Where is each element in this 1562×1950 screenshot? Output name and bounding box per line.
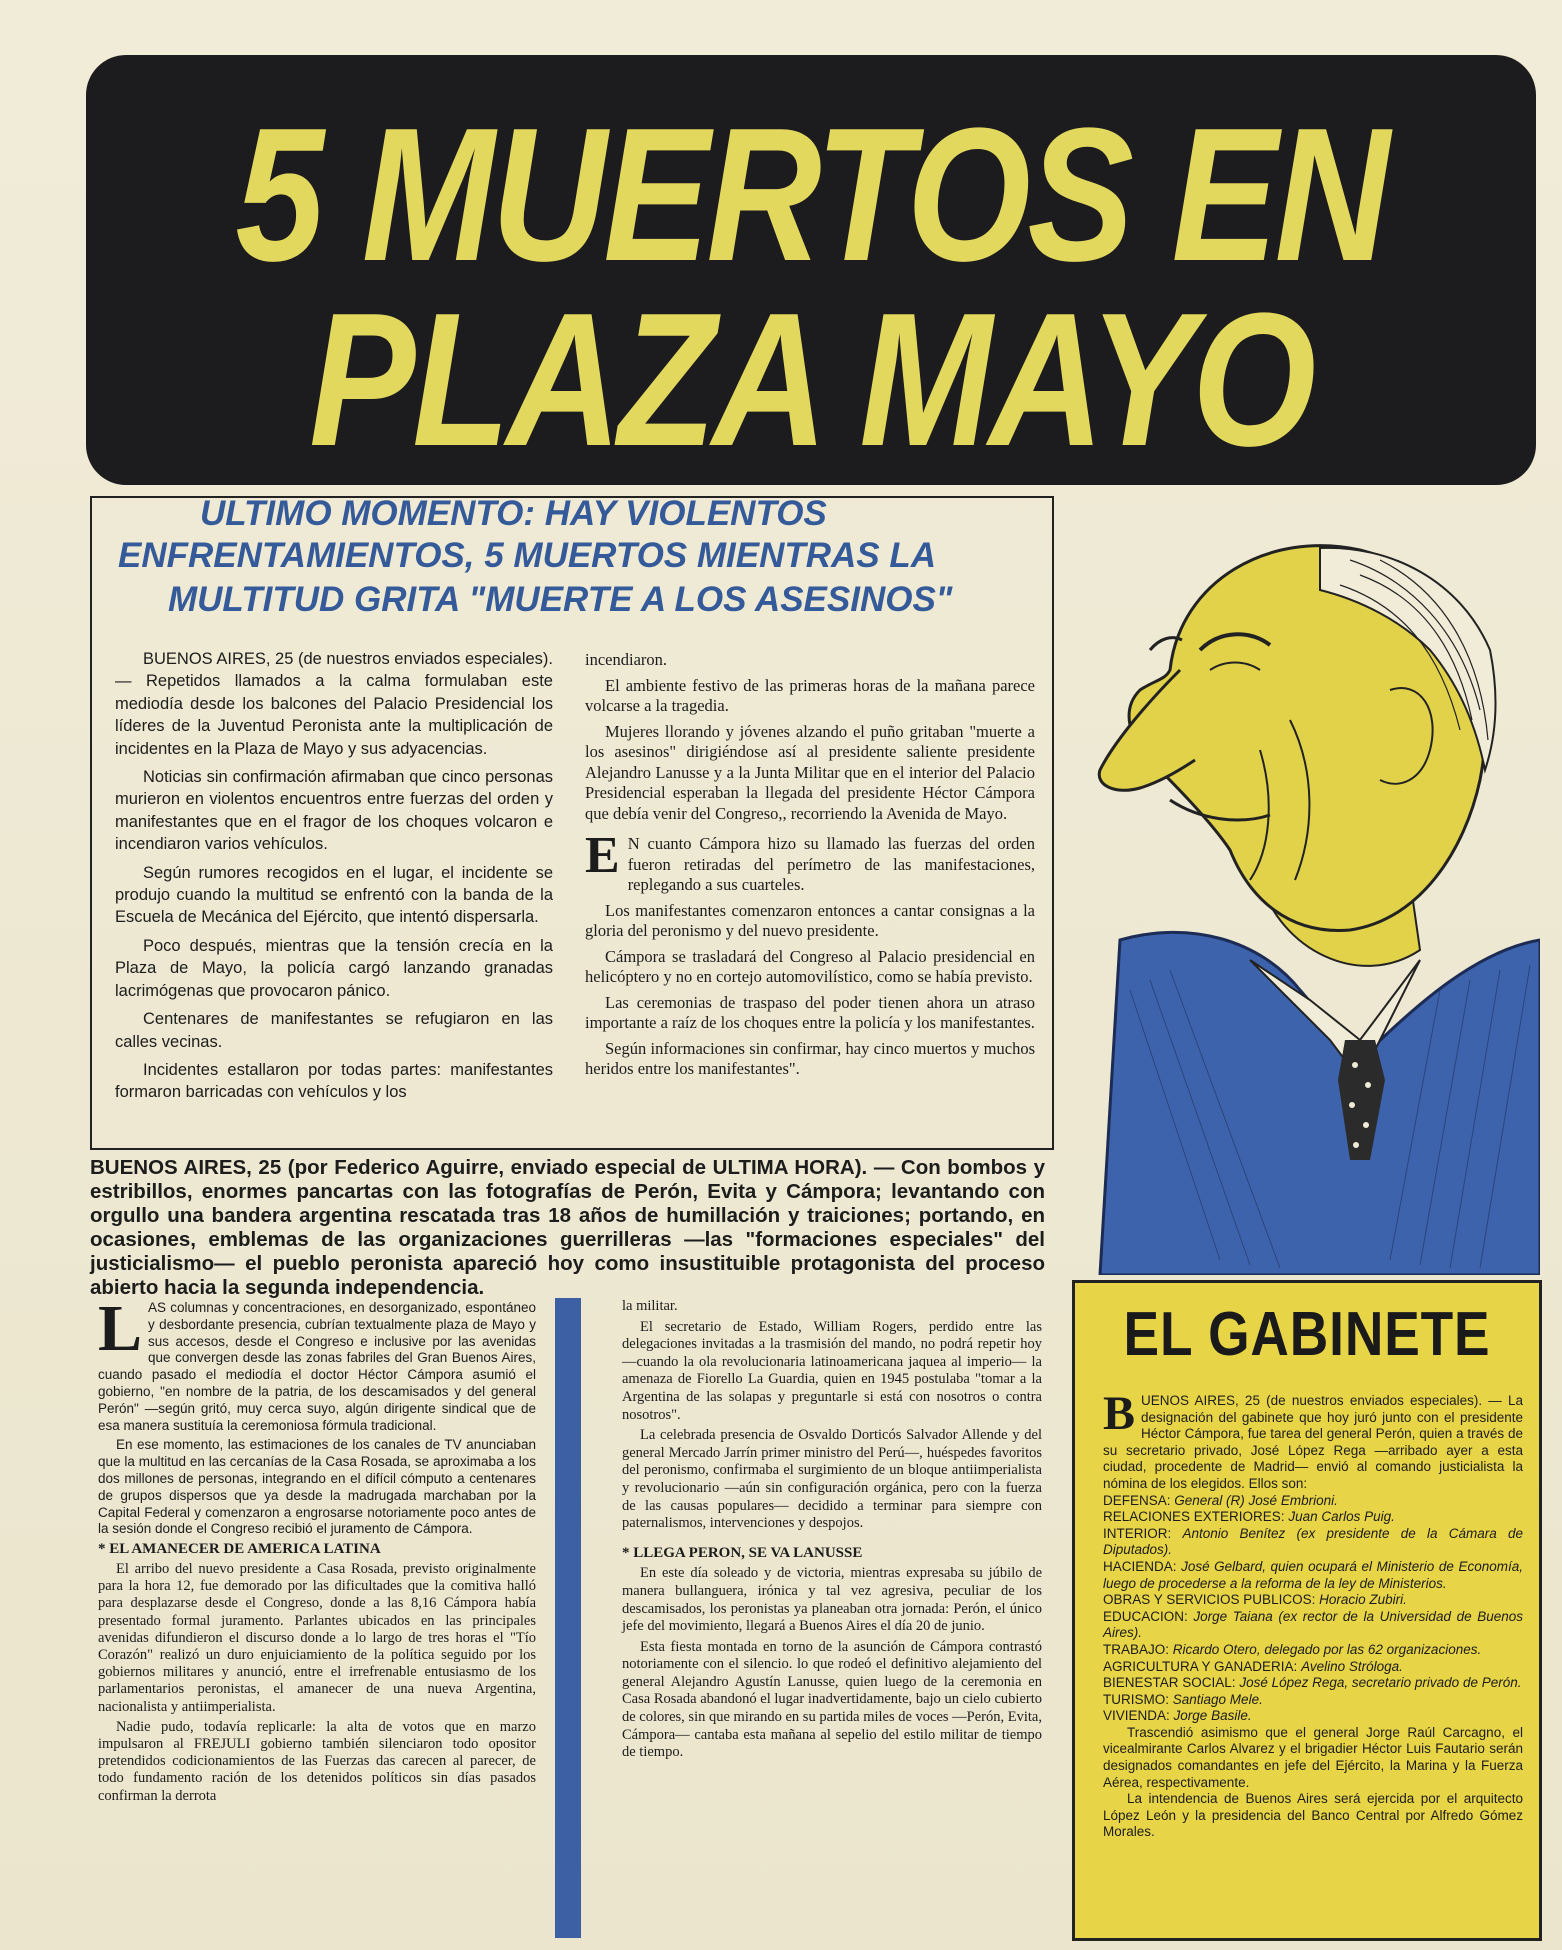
drop-cap: L	[98, 1292, 143, 1365]
paragraph: N cuanto Cámpora hizo su llamado las fuerzas del orden fueron retiradas del perímetro de las manifestaciones, replegando a sus cuarteles.	[627, 834, 1035, 894]
paragraph: Según rumores recogidos en el lugar, el incidente se produjo cuando la multitud se enfrentó con la banda de la Escuela de Mecánica del Ejército, que intentó dispersarla.	[115, 863, 553, 927]
minister-entry: DEFENSA: General (R) José Embrioni.	[1103, 1492, 1338, 1508]
paragraph: Noticias sin confirmación afirmaban que cinco personas murieron en violentos encuentros entre fuerzas del orden y manifestantes que en el fragor de los choques volcaron e incendiaron varios vehículos.	[115, 768, 553, 854]
headline-line-2: PLAZA MAYO	[309, 274, 1313, 485]
gabinete-intro: UENOS AIRES, 25 (de nuestros enviados especiales). — La designación del gabinete que hoy juró junto con el presidente Héctor Cámpora, fue tarea del general Perón, quien a través de su secretario privado, José López Rega —arribado ayer a esta ciudad, procedente de Madrid— envió al comando justicialista la nómina de los elegidos. Ellos son:	[1103, 1393, 1523, 1491]
paragraph: incendiaron.	[585, 650, 668, 669]
headline-banner	[86, 55, 1536, 485]
article-column-right	[622, 1298, 1042, 1765]
subheadline-line-2: ENFRENTAMIENTOS, 5 MUERTOS MIENTRAS LA	[118, 536, 937, 575]
headline-line-1: 5 MUERTOS EN	[235, 89, 1387, 301]
paragraph: Las ceremonias de traspaso del poder tienen ahora un atraso importante a raíz de los choques entre la policía y los manifestantes.	[585, 992, 1035, 1032]
paragraph: AS columnas y concentraciones, en desorganizado, espontáneo y desbordante presencia, cubrían textualmente plaza de Mayo y sus accesos, desde el Congreso e inclusive por las avenidas que convergen desde las zonas fabriles del Gran Buenos Aires, cuando pasado el mediodía el doctor Héctor Cámpora asumió el gobierno, "en nombre de la patria, de los descamisados y del general Perón" —según gritó, muy cerca suyo, algún dirigente sindical que de esa manera sustituía la ceremoniosa fórmula tradicional.	[98, 1300, 536, 1433]
paragraph: La intendencia de Buenos Aires será ejercida por el arquitecto López León y la presidencia del Banco Central por Alfredo Gómez Morales.	[1103, 1791, 1523, 1840]
last-minute-column-2	[585, 650, 1035, 1085]
gabinete-box	[1072, 1280, 1542, 1941]
minister-entry: VIVIENDA: Jorge Basile.	[1103, 1708, 1252, 1724]
drop-cap: B	[1103, 1387, 1136, 1440]
decorative-blue-bar	[555, 1298, 581, 1938]
paragraph: Incidentes estallaron por todas partes: manifestantes formaron barricadas con vehículos y los	[115, 1060, 553, 1102]
paragraph: Esta fiesta montada en torno de la asunción de Cámpora contrastó notoriamente con el silencio. lo que rodeó el definitivo alejamiento del general Alejandro Agustín Lanusse, quien luego de la ceremonia en Casa Rosada abandonó el lugar inadvertidamente, bajo un cielo cubierto de colores, sin que mirando en su partida miles de voces —Perón, Evita, Cámpora— cantaba esta mañana al sepelio del estilo militar de tiempo de tiempo.	[622, 1638, 1042, 1761]
paragraph: El arribo del nuevo presidente a Casa Rosada, previsto originalmente para la hora 12, fue demorado por las dificultades que la comitiva halló para desplazarse desde el Congreso, donde a las 8,16 Cámpora había presentado formal juramento. Parlantes ubicados en las principales avenidas difundieron el discurso donde a lo largo de tres horas el "Tío Corazón" realizó un duro enjuiciamiento de la política seguido por los gobiernos militares y anunció, entre el irrefrenable entusiasmo de los parlamentarios peronistas, el amanecer de una nueva Argentina, nacionalista y antiimperialista.	[98, 1560, 536, 1715]
subheadline-line-1: ULTIMO MOMENTO: HAY VIOLENTOS	[200, 494, 827, 533]
section-subhead: * EL AMANECER DE AMERICA LATINA	[98, 1541, 381, 1558]
paragraph: Trascendió asimismo que el general Jorge Raúl Carcagno, el vicealmirante Carlos Alvarez y el brigadier Héctor Luis Fautario serán designados comandantes en jefe del Ejército, la Marina y la Fuerza Aérea, respectivamente.	[1103, 1724, 1523, 1790]
drop-cap: E	[585, 827, 620, 884]
paragraph: Los manifestantes comenzaron entonces a cantar consignas a la gloria del peronismo y del nuevo presidente.	[585, 900, 1035, 940]
paragraph: Según informaciones sin confirmar, hay cinco muertos y muchos heridos entre los manifestantes".	[585, 1038, 1035, 1078]
minister-entry: BIENESTAR SOCIAL: José López Rega, secretario privado de Perón.	[1103, 1675, 1522, 1691]
paragraph: El ambiente festivo de las primeras horas de la mañana parece volcarse a la tragedia.	[585, 675, 1035, 715]
paragraph: La celebrada presencia de Osvaldo Dorticós Salvador Allende y del general Mercado Jarrín primer ministro del Perú—, huéspedes favoritos del peronismo, confirmaba el surgimiento de un bloque antiimperialista y revolucionario —aún sin configuración orgánica, pero con la fuerza de las causas populares— decidido a terminar para siempre con paternalismos, intervenciones y despojos.	[622, 1427, 1042, 1532]
gabinete-title: EL GABINETE	[1123, 1300, 1491, 1369]
lead-paragraph: BUENOS AIRES, 25 (por Federico Aguirre, enviado especial de ULTIMA HORA). — Con bombos y estribillos, enormes pancartas con las fotografías de Perón, Evita y Cámpora; levantando con orgullo una bandera argentina rescatada tras 18 años de humillación y traiciones; portando, en ocasiones, emblemas de las organizaciones guerrilleras —las "formaciones especiales" del justicialismo— el pueblo peronista apareció hoy como insustituible protagonista del proceso abierto hacia la segunda independencia.	[90, 1156, 1045, 1299]
section-subhead: * LLEGA PERON, SE VA LANUSSE	[622, 1544, 863, 1561]
article-column-left	[98, 1292, 536, 1808]
minister-entry: OBRAS Y SERVICIOS PUBLICOS: Horacio Zubiri.	[1103, 1592, 1407, 1608]
paragraph: El secretario de Estado, William Rogers, perdido entre las delegaciones invitadas a la trasmisión del mando, no podrá repetir hoy —cuando la ola revolucionaria latinoamericana jaquea al imperio— la amenaza de Fiorello La Guardia, quien en 1945 postulaba "tomar a la Argentina de las solapas y preguntarle si está con nosotros o contra nosotros".	[622, 1318, 1042, 1423]
minister-entry: INTERIOR: Antonio Benítez (ex presidente de la Cámara de Diputados).	[1103, 1525, 1523, 1558]
paragraph: BUENOS AIRES, 25 (de nuestros enviados especiales). — Repetidos llamados a la calma formulaban este mediodía desde los balcones del Palacio Presidencial los líderes de la Juventud Peronista ante la multiplicación de incidentes en la Plaza de Mayo y sus adyacencias.	[115, 650, 553, 758]
minister-entry: RELACIONES EXTERIORES: Juan Carlos Puig.	[1103, 1509, 1395, 1525]
paragraph: Centenares de manifestantes se refugiaron en las calles vecinas.	[115, 1010, 553, 1051]
minister-entry: TRABAJO: Ricardo Otero, delegado por las 62 organizaciones.	[1103, 1641, 1482, 1657]
caricature-drawing	[1060, 520, 1540, 1275]
caricature-illustration	[1060, 520, 1540, 1275]
paragraph: Cámpora se trasladará del Congreso al Palacio presidencial en helicóptero y no en cortejo automovilístico, como se había previsto.	[585, 946, 1035, 986]
paragraph: la militar.	[622, 1298, 678, 1314]
minister-entry: HACIENDA: José Gelbard, quien ocupará el Ministerio de Economía, luego de procederse a la reforma de la ley de Ministerios.	[1103, 1558, 1523, 1591]
paragraph: Poco después, mientras que la tensión crecía en la Plaza de Mayo, la policía cargó lanzando granadas lacrimógenas que provocaron pánico.	[115, 936, 553, 1000]
gabinete-body	[1103, 1387, 1523, 1841]
minister-entry: EDUCACION: Jorge Taiana (ex rector de la Universidad de Buenos Aires).	[1103, 1608, 1523, 1641]
minister-entry: TURISMO: Santiago Mele.	[1103, 1691, 1263, 1707]
last-minute-column-1	[115, 648, 553, 1110]
paragraph: Nadie pudo, todavía replicarle: la alta de votos que en marzo impulsaron al FREJULI gobierno también silenciaron todo opositor pretendidos codicionamientos de las Fuerzas das carecen al parecer, de todo fundamento ración de los detenidos políticos sin días pasados confirman la derrota	[98, 1718, 536, 1804]
paragraph: Mujeres llorando y jóvenes alzando el puño gritaban "muerte a los asesinos" dirigiéndose así al presidente saliente presidente Alejandro Lanusse y a la Junta Militar que en el interior del Palacio Presidencial esperaban la llegada del presidente Héctor Cámpora que debía venir del Congreso,, recorriendo la Avenida de Mayo.	[585, 721, 1035, 823]
paragraph: En este día soleado y de victoria, mientras expresaba su júbilo de manera bullanguera, irónica y tal vez agresiva, peculiar de los descamisados, los peronistas ya planeaban otra jornada: Perón, el único jefe del movimiento, llegará a Buenos Aires el día 20 de junio.	[622, 1565, 1042, 1635]
minister-entry: AGRICULTURA Y GANADERIA: Avelino Stróloga.	[1103, 1658, 1403, 1674]
paragraph: En ese momento, las estimaciones de los canales de TV anunciaban que la multitud en las cercanías de la Casa Rosada, se aproximaba a los dos millones de personas, integrando en el difícil cómputo a centenares de grupos dispersos que ya desde la madrugada marchaban por la Capital Federal y comenzaron a engrosarse notoriamente poco antes de la sesión donde el Congreso recibió el juramento de Cámpora.	[98, 1437, 536, 1537]
subheadline-line-3: MULTITUD GRITA "MUERTE A LOS ASESINOS"	[168, 580, 953, 619]
